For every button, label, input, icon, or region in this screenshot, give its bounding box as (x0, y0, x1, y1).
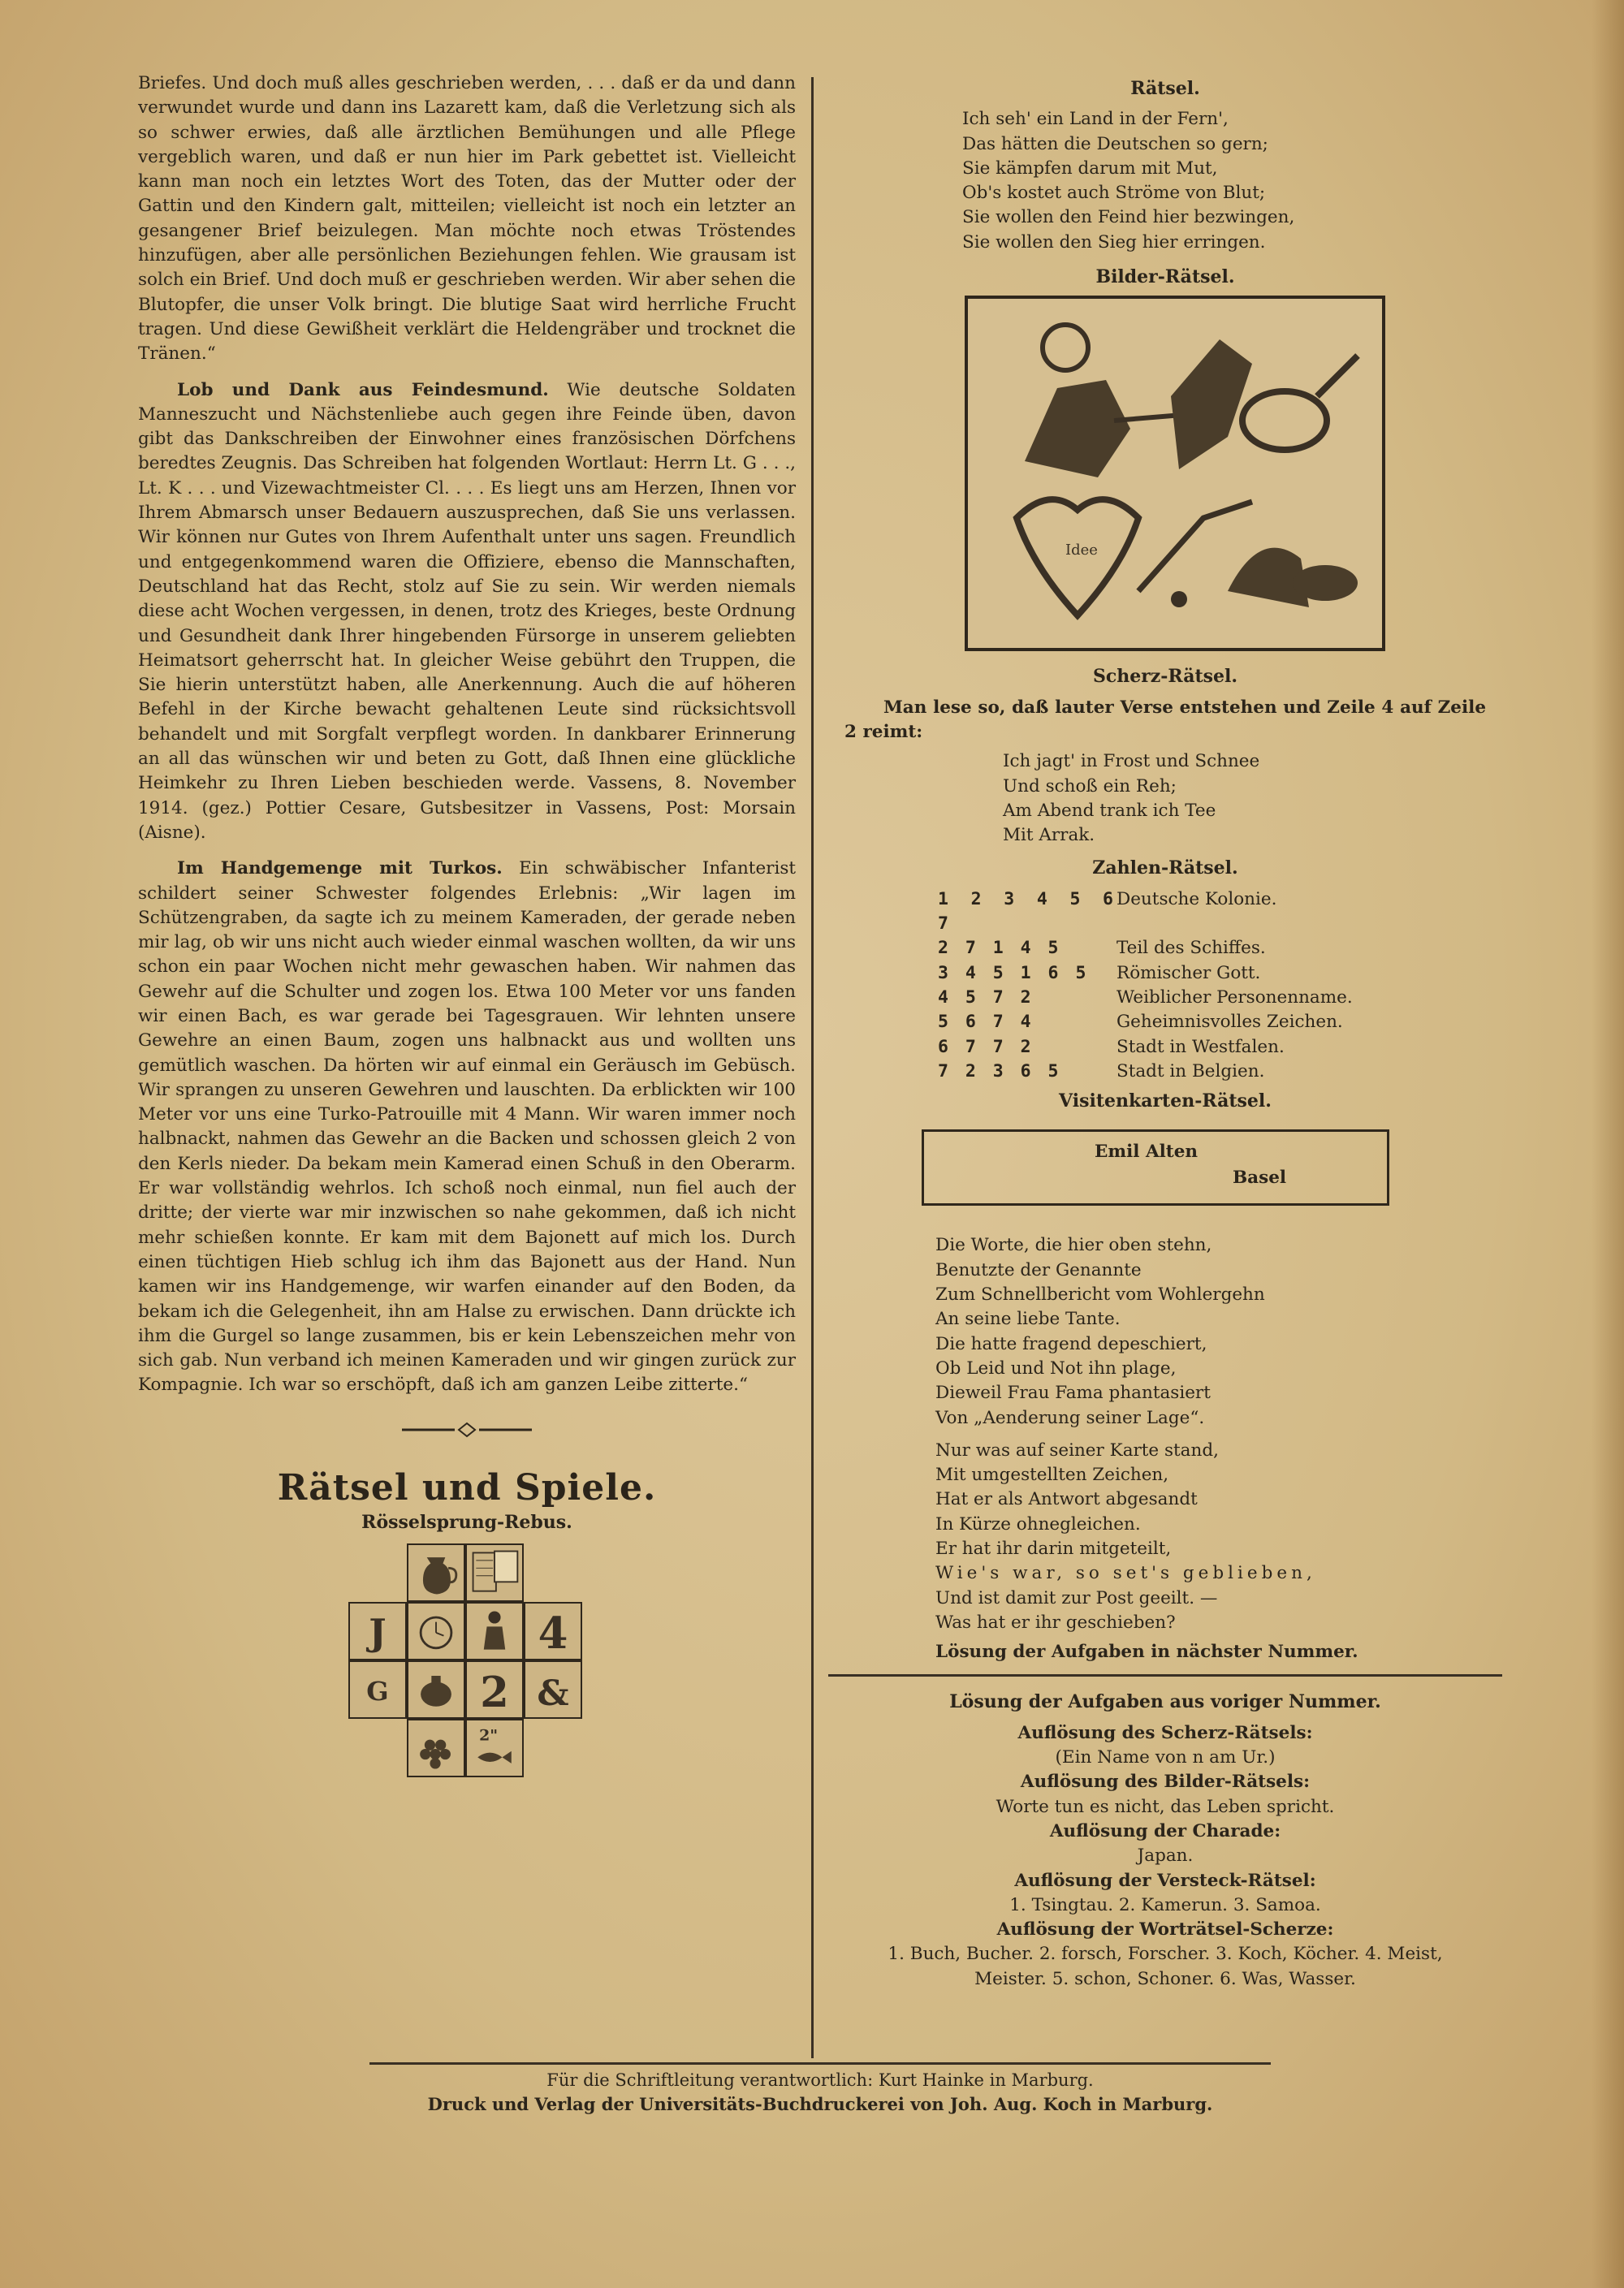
zahlen-label: Stadt in Westfalen. (1116, 1036, 1285, 1057)
list-item (938, 1010, 1486, 1034)
number-four-icon (525, 1604, 581, 1659)
rebus-grid (345, 1543, 589, 1779)
list-item (938, 961, 1486, 986)
solution-text: Japan. (1137, 1846, 1194, 1867)
svg-text:2": 2" (479, 1726, 499, 1745)
verse-line: Von „Aenderung seiner Lage“. (935, 1407, 1205, 1428)
verse-line: Ich jagt' in Frost und Schnee (1003, 751, 1260, 772)
verse-line: Sie kämpfen darum mit Mut, (962, 158, 1218, 179)
ampersand-icon (525, 1662, 581, 1717)
raetsel-verse (844, 107, 1486, 255)
zahlen-list (844, 887, 1486, 1084)
rebus-cell-clock (407, 1602, 465, 1660)
rebus-title: Rösselsprung-Rebus. (361, 1512, 572, 1534)
svg-text:2: 2 (480, 1668, 509, 1717)
letter-g-icon (350, 1662, 405, 1717)
zahlen-digits: 6 7 7 2 (938, 1036, 1034, 1057)
solution-text: Meister. 5. schon, Schoner. 6. Was, Wasser. (974, 1968, 1356, 1989)
list-item (938, 936, 1486, 961)
visiten-poem (844, 1233, 1486, 1664)
number-two-icon (467, 1662, 522, 1717)
article-title-handgemenge: Im Handgemenge mit Turkos. (177, 858, 503, 879)
verse-line: Die hatte fragend depeschiert, (935, 1333, 1207, 1354)
rebus-cell-four (524, 1602, 582, 1660)
zahlen-digits: 3 4 5 1 6 5 (938, 962, 1090, 983)
verse-line: Hat er als Antwort abgesandt (935, 1489, 1198, 1510)
ornament-icon (402, 1422, 532, 1438)
verse-line: Nur was auf seiner Karte stand, (935, 1440, 1219, 1461)
verse-line: Dieweil Frau Fama phantasiert (935, 1383, 1211, 1404)
verse-line: Die Worte, die hier oben stehn, (935, 1235, 1212, 1256)
rebus-cell-ampersand (524, 1660, 582, 1719)
zahlen-digits: 5 6 7 4 (938, 1012, 1034, 1033)
verse-line: Sie wollen den Feind hier bezwingen, (962, 207, 1295, 228)
rebus-cell-kettle (407, 1660, 465, 1719)
article-body-handgemenge: Ein schwäbischer Infanterist schildert seiner Schwester folgendes Erlebnis: „Wir lagen im Schützengraben, da sagte ich zu meinem Kameraden, der gerade neben mir lag, ob wir uns nicht auch wieder einmal waschen wollten, da wir uns schon ein paar Wochen nicht mehr gewaschen haben. Wir nahmen das Gewehr auf die Schulter und zogen los. Etwa 100 Meter vor uns fanden wir einen Bach, es war gerade bei Tagesgrauen. Wir lehnten unsere Gewehre an einen Baum, zogen uns halbnackt aus und wollten uns gemütlich waschen. Da hörten wir auf einmal ein Geräusch im Gebüsch. Wir sprangen zu unseren Gewehren und lauschten. Da erblickten wir 100 Meter vor uns eine Turko-Patrouille mit 4 Mann. Wir waren immer noch halbnackt, nahmen das Gewehr an die Backen und schossen gleich 2 von den Kerls nieder. Da bekam mein Kamerad einen Schuß in den Oberarm. Er war vollständig wehrlos. Ich schoß noch einmal, nun fiel auch der dritte; der vierte war mir inzwischen so nahe gekommen, daß ich nicht mehr schießen konnte. Er kam mit dem Bajonett auf mich los. Durch einen tüchtigen Hieb schlug ich ihm das Bajonett aus der Hand. Nun kamen wir ins Handgemenge, wir warfen einander auf den Boden, da bekam ich die Gelegenheit, ihn am Halse zu erwischen. Dann drückte ich ihm die Gurgel so lange zusammen, bis er kein Lebenszeichen mehr von sich gab. Nun verband ich meinen Kameraden und wir gingen zurück zur Kompagnie. Ich war so erschöpft, daß ich am ganzen Leibe zitterte.“ (138, 858, 796, 1396)
svg-text:J: J (369, 1609, 387, 1654)
verse-line: An seine liebe Tante. (935, 1309, 1121, 1330)
solution-text: (Ein Name von n am Ur.) (1055, 1747, 1276, 1768)
zahlen-digits: 1 2 3 4 5 6 7 (938, 888, 1116, 935)
scherz-intro: Man lese so, daß lauter Verse entstehen und Zeile 4 auf Zeile 2 reimt: (844, 697, 1486, 742)
section-title: Rätsel und Spiele. (277, 1467, 657, 1509)
verse-line: Und schoß ein Reh; (1003, 775, 1177, 796)
verse-line: Zum Schnellbericht vom Wohlergehn (935, 1284, 1265, 1306)
verse-line: Und ist damit zur Post geeilt. — (935, 1587, 1218, 1608)
article-handgemenge (138, 857, 796, 1398)
verse-line: Ich seh' ein Land in der Fern', (962, 109, 1229, 130)
solution-rule (828, 1674, 1502, 1677)
solution-text: Worte tun es nicht, das Leben spricht. (996, 1796, 1335, 1817)
solution-heading: Auflösung der Charade: (1049, 1820, 1281, 1841)
zahlen-label: Geheimnisvolles Zeichen. (1116, 1012, 1343, 1033)
verse-line: Ob Leid und Not ihn plage, (935, 1358, 1177, 1379)
rebus-cell-grapes (407, 1719, 465, 1777)
kettle-icon (408, 1662, 464, 1717)
imprint-footer (374, 2069, 1267, 2116)
solution-heading: Auflösung des Scherz-Rätsels: (1017, 1722, 1313, 1743)
footer-line: Druck und Verlag der Universitäts-Buchdruckerei von Joh. Aug. Koch in Marburg. (427, 2094, 1213, 2114)
verse-line: In Kürze ohnegleichen. (935, 1513, 1141, 1535)
rebus-cell-jug (407, 1543, 465, 1602)
picture-puzzle-icon (968, 299, 1382, 648)
verse-line: Am Abend trank ich Tee (1003, 800, 1216, 821)
rebus-cell-two (465, 1660, 524, 1719)
card-city: Basel (1233, 1168, 1287, 1189)
verse-line: Wie's war, so set's geblieben, (935, 1563, 1316, 1584)
article-body-lob: Wie deutsche Soldaten Manneszucht und Nächstenliebe auch gegen ihre Feinde üben, davon gibt das Dankschreiben der Einwohner eines französischen Dörfchens beredtes Zeugnis. Das Schreiben hat folgenden Wortlaut: Herrn Lt. G . . ., Lt. K . . . und Vizewachtmeister Cl. . . . Es liegt uns am Herzen, Ihnen vor Ihrem Abmarsch unser Bedauern auszusprechen, daß Sie uns verlassen. Wir können nur Gutes von Ihrem Aufenthalt unter uns sagen. Freundlich und entgegenkommend waren die Offiziere, ebenso die Mannschaften, Deutschland hat das Recht, stolz auf Sie zu sein. Wir werden niemals diese acht Wochen vergessen, in denen, trotz des Krieges, beste Ordnung und Gesundheit dank Ihrer hingebenden Fürsorge in unserem geliebten Heimatsort geherrscht hat. In gleicher Weise gebührt den Truppen, die Sie hierin unterstützt haben, alle Anerkennung. Auch die auf höheren Befehl in der Kirche bewacht gehaltenen Leute sind rücksichtsvoll behandelt und mit Sorgfalt verpflegt worden. In dankbarer Erinnerung an all das wünschen wir und beten zu Gott, daß Ihnen eine glückliche Heimkehr zu Ihren Lieben beschieden werde. Vassens, 8. November 1914. (gez.) Pottier Cesare, Gutsbesitzer in Vassens, Post: Morsain (Aisne). (138, 379, 796, 843)
footer-rule (369, 2062, 1271, 2065)
grapes-icon (408, 1720, 464, 1776)
zahlen-title: Zahlen-Rätsel. (1092, 857, 1238, 879)
rebus-cell-j (348, 1602, 407, 1660)
zahlen-digits: 7 2 3 6 5 (938, 1060, 1062, 1081)
rebus-cell-g (348, 1660, 407, 1719)
scherz-verse (844, 749, 1486, 848)
right-column (844, 71, 1486, 1992)
rebus-cell-figure (465, 1602, 524, 1660)
figure-icon (467, 1604, 522, 1659)
solution-text: 1. Tsingtau. 2. Kamerun. 3. Samoa. (1009, 1894, 1321, 1915)
rebus-cell-fish (465, 1719, 524, 1777)
bilder-picture (965, 296, 1385, 651)
list-item (938, 887, 1486, 937)
rebus-cell-letters (465, 1543, 524, 1602)
verse-line: Was hat er ihr geschieben? (935, 1612, 1176, 1633)
verse-line: Benutzte der Genannte (935, 1259, 1142, 1280)
zahlen-digits: 2 7 1 4 5 (938, 938, 1062, 959)
zahlen-label: Römischer Gott. (1116, 962, 1261, 983)
solution-heading: Auflösung des Bilder-Rätsels: (1020, 1772, 1311, 1793)
verse-line: Er hat ihr darin mitgeteilt, (935, 1538, 1172, 1559)
zahlen-digits: 4 5 7 2 (938, 986, 1034, 1008)
verse-line: Ob's kostet auch Ströme von Blut; (962, 183, 1266, 204)
visiting-card (922, 1129, 1389, 1206)
solution-heading: Auflösung der Versteck-Rätsel: (1014, 1870, 1316, 1891)
page-edge (1592, 0, 1624, 2288)
ornament-divider (138, 1419, 796, 1444)
fish-icon (467, 1720, 522, 1776)
verse-line: Mit Arrak. (1003, 825, 1095, 846)
verse-line: Sie wollen den Sieg hier erringen. (962, 231, 1266, 253)
solution-title: Lösung der Aufgaben aus voriger Nummer. (949, 1691, 1381, 1713)
jug-icon (408, 1545, 464, 1600)
next-issue-note: Lösung der Aufgaben in nächster Nummer. (935, 1642, 1358, 1663)
clock-icon (408, 1604, 464, 1659)
solution-heading: Auflösung der Worträtsel-Scherze: (996, 1919, 1334, 1940)
zahlen-label: Weiblicher Personenname. (1116, 986, 1353, 1008)
letters-icon (467, 1545, 522, 1600)
svg-text:G: G (366, 1675, 389, 1707)
scherz-title: Scherz-Rätsel. (1092, 666, 1238, 688)
zahlen-label: Stadt in Belgien. (1116, 1060, 1265, 1081)
solution-text: 1. Buch, Bucher. 2. forsch, Forscher. 3. Koch, Köcher. 4. Meist, (888, 1944, 1443, 1965)
verse-line: Das hätten die Deutschen so gern; (962, 133, 1268, 154)
list-item (938, 986, 1486, 1010)
zahlen-label: Teil des Schiffes. (1116, 938, 1266, 959)
bilder-title: Bilder-Rätsel. (1095, 266, 1235, 288)
article-title-lob: Lob und Dank aus Feindesmund. (177, 379, 549, 400)
card-name: Emil Alten (1095, 1142, 1199, 1163)
article-lob-und-dank (138, 378, 796, 846)
verse-line: Mit umgestellten Zeichen, (935, 1465, 1169, 1486)
svg-text:&: & (537, 1672, 569, 1714)
list-item (938, 1060, 1486, 1084)
zahlen-label: Deutsche Kolonie. (1116, 888, 1277, 909)
left-column (138, 71, 796, 1779)
article-continued: Briefes. Und doch muß alles geschrieben werden, . . . daß er da und dann verwundet wurde und dann ins Lazarett kam, daß die Verletzung sich als so schwer erwies, daß alle ärztlichen Bemühungen und alle Pflege vergeblich waren, und daß er nun hier im Park gebettet ist. Vielleicht kann man noch ein letztes Wort des Toten, das der Mutter oder der Gattin und den Kindern galt, mitteilen; vielleicht ist noch ein letzter an gesangener Brief beizulegen. Man möchte noch etwas Tröstendes hinzufügen, aber alle persönlichen Beziehungen fehlen. Wie grausam ist solch ein Brief. Und doch muß er geschrieben werden. Wir aber sehen die Blutopfer, die unser Volk bringt. Die blutige Saat wird herrliche Frucht tragen. Und diese Gewißheit verklärt die Heldengräber und trocknet die Tränen.“ (138, 73, 797, 365)
bilder-heart-label: Idee (1065, 542, 1098, 559)
letter-j-icon (350, 1604, 405, 1659)
visiten-title: Visitenkarten-Rätsel. (1059, 1090, 1272, 1112)
column-rule (811, 77, 814, 2058)
svg-text:4: 4 (538, 1608, 568, 1659)
footer-line: Für die Schriftleitung verantwortlich: Kurt Hainke in Marburg. (546, 2070, 1094, 2090)
raetsel-title: Rätsel. (1130, 78, 1200, 99)
list-item (938, 1035, 1486, 1060)
